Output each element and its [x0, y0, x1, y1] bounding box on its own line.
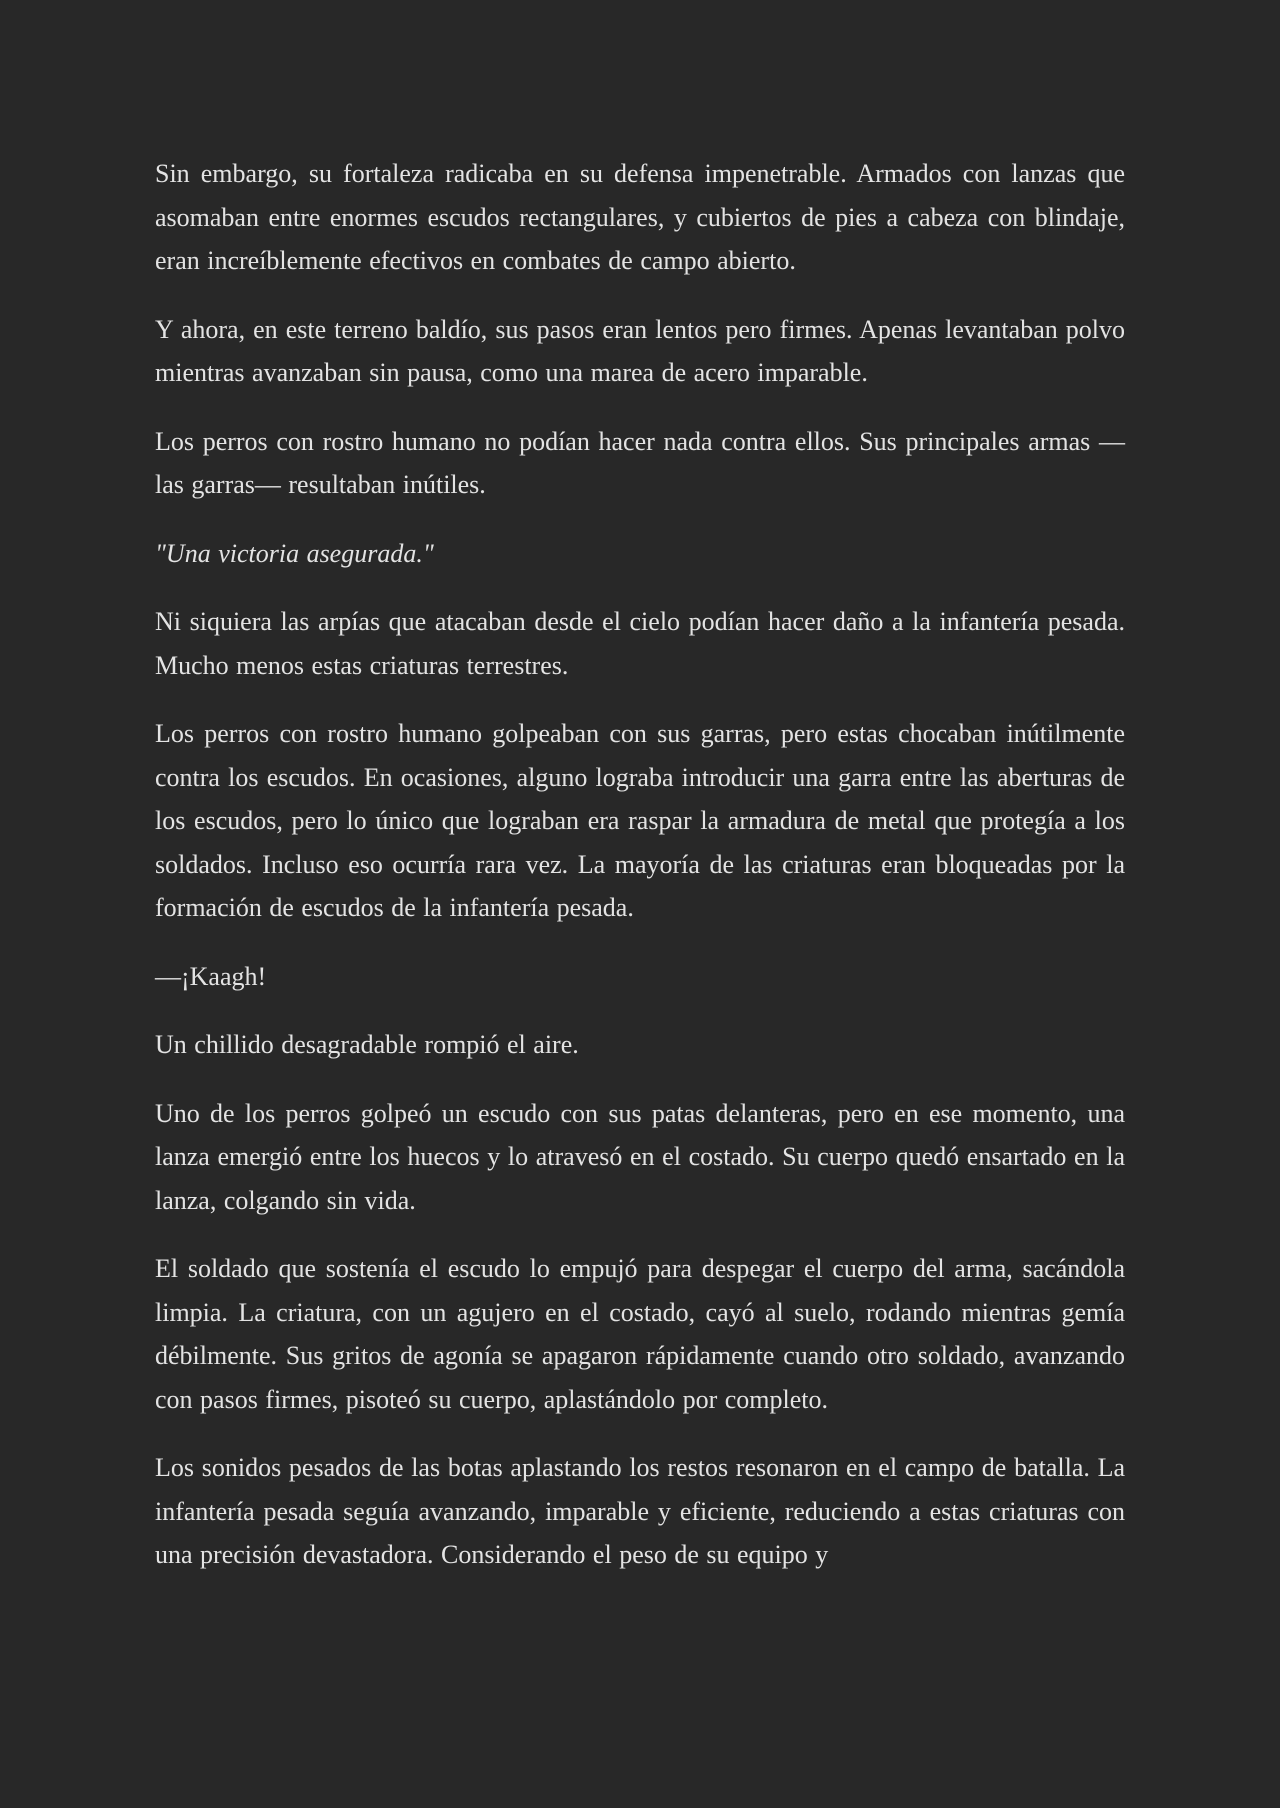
dialogue-paragraph: —¡Kaagh! — [155, 961, 267, 991]
paragraph: Los sonidos pesados de las botas aplastando los restos resonaron en el campo de batalla. La infantería pesada seguía avanzando, imparable y eficiente, reduciendo a estas criaturas con una precisión devastadora. Considerando el peso de su equipo y — [155, 1453, 1125, 1569]
paragraph: Y ahora, en este terreno baldío, sus pasos eran lentos pero firmes. Apenas levantaban polvo mientras avanzaban sin pausa, como una marea de acero imparable. — [155, 314, 1125, 387]
paragraph: Los perros con rostro humano golpeaban con sus garras, pero estas chocaban inútilmente contra los escudos. En ocasiones, alguno lograba introducir una garra entre las aberturas de los escudos, pero lo único que lograban era raspar la armadura de metal que protegía a los soldados. Incluso eso ocurría rara vez. La mayoría de las criaturas eran bloqueadas por la formación de escudos de la infantería pesada. — [155, 719, 1125, 922]
paragraph: Uno de los perros golpeó un escudo con sus patas delanteras, pero en ese momento, una lanza emergió entre los huecos y lo atravesó en el costado. Su cuerpo quedó ensartado en la lanza, colgando sin vida. — [155, 1098, 1125, 1215]
paragraph: Un chillido desagradable rompió el aire. — [155, 1030, 579, 1059]
paragraph: El soldado que sostenía el escudo lo empujó para despegar el cuerpo del arma, sacándola limpia. La criatura, con un agujero en el costado, cayó al suelo, rodando mientras gemía débilmente. Sus gritos de agonía se apagaron rápidamente cuando otro soldado, avanzando con pasos firmes, pisoteó su cuerpo, aplastándolo por completo. — [155, 1254, 1125, 1414]
italic-thought-paragraph: "Una victoria asegurada." — [155, 538, 434, 568]
paragraph: Ni siquiera las arpías que atacaban desde el cielo podían hacer daño a la infantería pesada. Mucho menos estas criaturas terrestres. — [155, 607, 1125, 680]
paragraph: Los perros con rostro humano no podían hacer nada contra ellos. Sus principales armas —las garras— resultaban inútiles. — [155, 426, 1125, 499]
paragraph: Sin embargo, su fortaleza radicaba en su defensa impenetrable. Armados con lanzas que asomaban entre enormes escudos rectangulares, y cubiertos de pies a cabeza con blindaje, eran increíblemente efectivos en combates de campo abierto. — [155, 159, 1125, 275]
